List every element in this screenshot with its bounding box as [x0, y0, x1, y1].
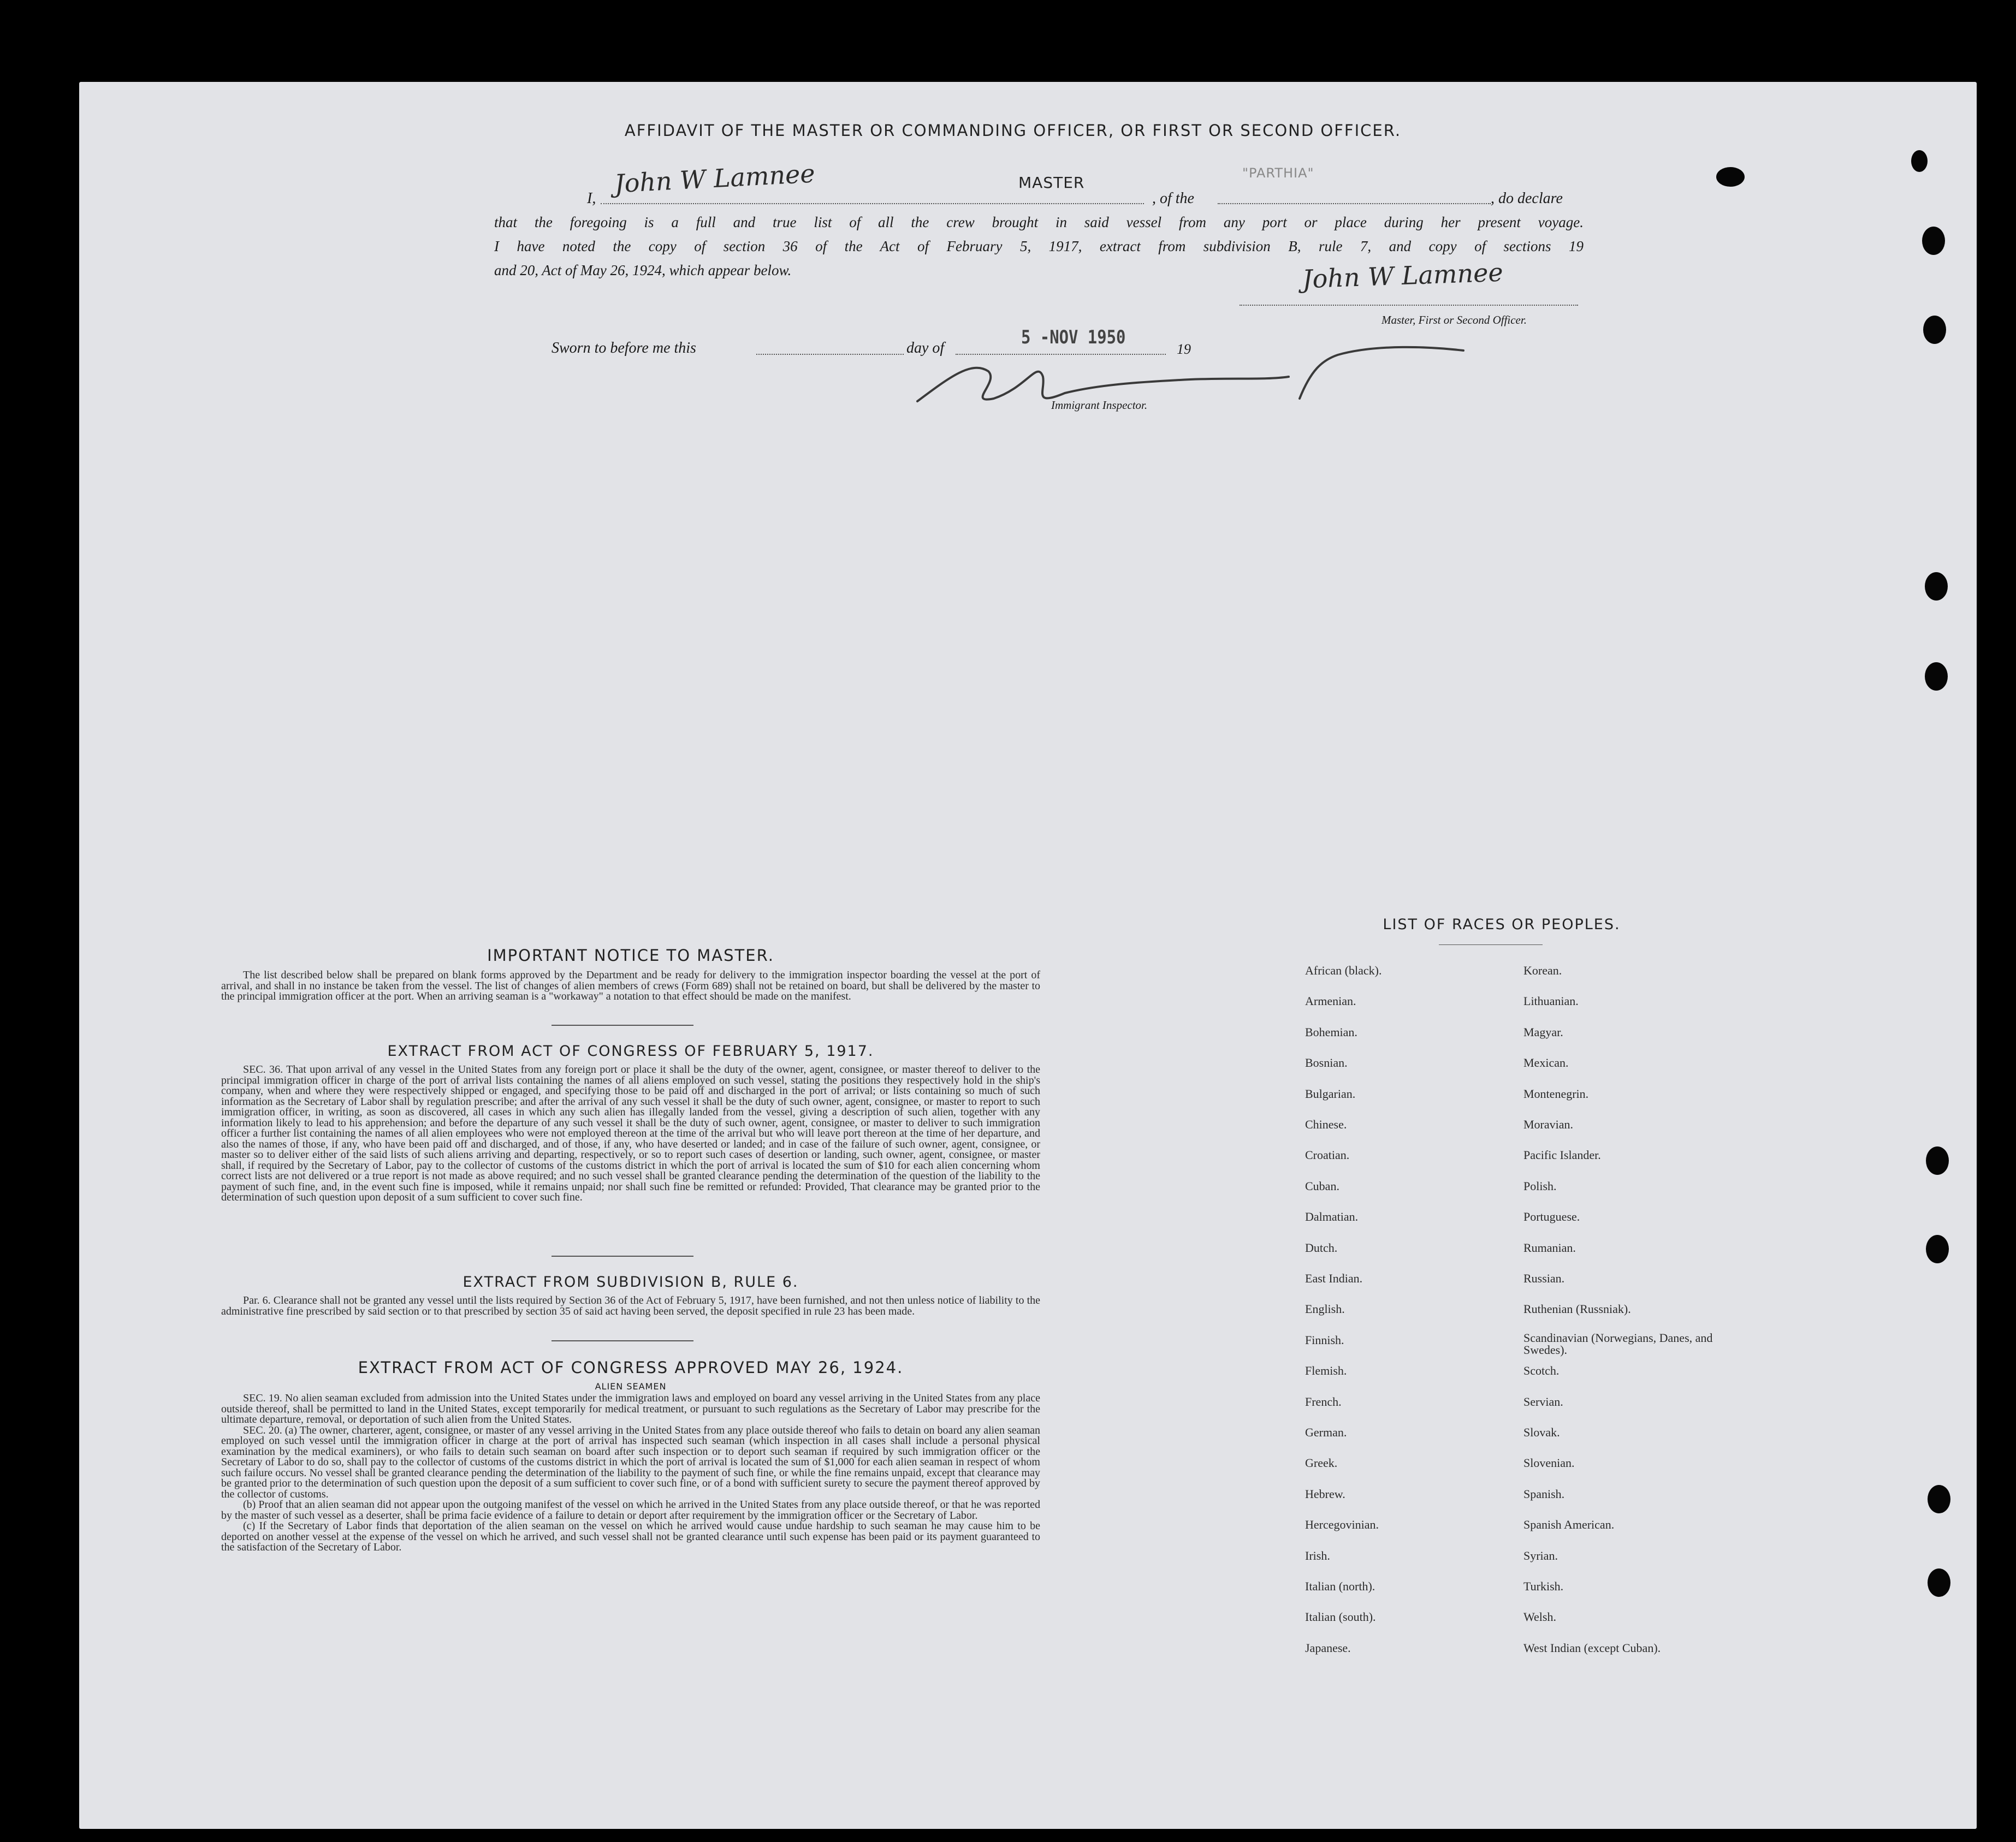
- punch-hole: [1922, 227, 1945, 255]
- vessel-name-line: [1218, 203, 1491, 204]
- race-item: Japanese.: [1305, 1641, 1351, 1655]
- year-label: 19: [1177, 341, 1191, 357]
- race-item: English.: [1305, 1302, 1345, 1316]
- race-item: Mexican.: [1523, 1056, 1569, 1070]
- race-item: Polish.: [1523, 1179, 1557, 1193]
- divider: [552, 1025, 693, 1026]
- race-item: Chinese.: [1305, 1118, 1347, 1131]
- vessel-name: "PARTHIA": [1242, 165, 1314, 181]
- race-item: Russian.: [1523, 1271, 1565, 1285]
- alien-seamen-subtitle: ALIEN SEAMEN: [595, 1381, 667, 1392]
- divider: [552, 1340, 693, 1341]
- race-item: Finnish.: [1305, 1333, 1344, 1347]
- extract-1917-title: EXTRACT FROM ACT OF CONGRESS OF FEBRUARY 5, 1917.: [387, 1043, 874, 1060]
- extract-1924-body: [221, 1393, 1040, 1553]
- race-item: East Indian.: [1305, 1271, 1363, 1285]
- affidavit-i-label: I,: [587, 190, 596, 207]
- race-item: Dalmatian.: [1305, 1210, 1359, 1224]
- affidavit-line-1: that the foregoing is a full and true list of all the crew brought in said vessel from any port or place during her present voyage.: [494, 214, 1584, 230]
- race-item: Spanish American.: [1523, 1518, 1615, 1532]
- day-of-label: day of: [906, 340, 945, 356]
- subdivision-title: EXTRACT FROM SUBDIVISION B, RULE 6.: [463, 1274, 799, 1291]
- master-name-line: [601, 203, 1144, 204]
- punch-hole: [1928, 1568, 1950, 1597]
- subdivision-body: [221, 1296, 1040, 1317]
- race-item: Korean.: [1523, 964, 1562, 977]
- punch-hole: [1923, 316, 1946, 344]
- race-item: Spanish.: [1523, 1487, 1565, 1501]
- affidavit-title: AFFIDAVIT OF THE MASTER OR COMMANDING OFFICER, OR FIRST OR SECOND OFFICER.: [624, 121, 1402, 140]
- race-item: Magyar.: [1523, 1025, 1563, 1039]
- punch-hole: [1911, 150, 1928, 172]
- race-item: Ruthenian (Russniak).: [1523, 1302, 1631, 1316]
- race-item: African (black).: [1305, 964, 1382, 977]
- section-36-paragraph: SEC. 36. That upon arrival of any vessel in the United States from any foreign port or place it shall be the duty of the owner, agent, consignee, or master thereof to deliver to the principal immigration officer in charge of the port of arrival lists containing the names of all aliens employed on such vessel, stating the positions they respectively hold in the ship's company, when and where they were respectively shipped or engaged, and specifying those to be paid off and discharged in the port of arrival; or lists containing so much of such information as the Secretary of Labor shall by regulation prescribe; and after the arrival of any such vessel it shall be the duty of such owner, agent, consignee, or master to report to such immigration officer, in writing, as soon as discovered, all cases in which any such alien has illegally landed from the vessel, giving a description of such alien, together with any information likely to lead to his apprehension; and before the departure of any such vessel it shall be the duty of such owner, agent, consignee, or master to deliver to such immigration officer a further list containing the names of all alien employees who were not employed thereon at the time of the arrival but who will leave port thereon at the time of her departure, and also the names of those, if any, who have been paid off and discharged, and of those, if any, who have deserted or landed; and in case of the failure of such owner, agent, consignee, or master so to deliver either of the said lists of such aliens arriving and departing, respectively, or so to report such cases of desertion or landing, such owner, agent, consignee, or master shall, if required by the Secretary of Labor, pay to the collector of customs of the customs district in which the port of arrival is located the sum of $10 for each alien concerning whom correct lists are not delivered or a true report is not made as above required; and no such vessel shall be granted clearance pending the determination of the question of the liability to the payment of such fine, and, in the event such fine is imposed, while it remains unpaid; nor shall such fine be remitted or refunded: Provided, That clearance may be granted prior to the determination of such question upon deposit of a sum sufficient to cover such fine.: [221, 1063, 1040, 1203]
- date-stamp: 5 -NOV 1950: [1021, 326, 1126, 348]
- inspector-caption: Immigrant Inspector.: [1051, 399, 1148, 412]
- section-20b-paragraph: (b) Proof that an alien seaman did not appear upon the outgoing manifest of the vessel on which he arrived in the United States from any place outside thereof, or that he was reported by the master of such vessel as a deserter, shall be prima facie evidence of a failure to detain or deport after requirement by the immigration officer or the Secretary of Labor.: [221, 1499, 1040, 1522]
- divider: [552, 1256, 693, 1257]
- race-item: Croatian.: [1305, 1148, 1350, 1162]
- race-item: Irish.: [1305, 1548, 1330, 1562]
- race-item: Scandinavian (Norwegians, Danes, and Swedes).: [1523, 1330, 1713, 1357]
- race-item: Servian.: [1523, 1394, 1563, 1409]
- race-item: Moravian.: [1523, 1118, 1574, 1131]
- notice-body: [221, 970, 1040, 1002]
- race-item: Welsh.: [1523, 1610, 1556, 1624]
- race-item: Hercegovinian.: [1305, 1518, 1379, 1532]
- sworn-label: Sworn to before me this: [552, 340, 696, 356]
- race-item: Cuban.: [1305, 1179, 1339, 1193]
- divider: [1439, 944, 1543, 945]
- punch-hole: [1928, 1485, 1950, 1513]
- race-item: Montenegrin.: [1523, 1086, 1589, 1101]
- section-20c-paragraph: (c) If the Secretary of Labor finds that deportation of the alien seaman on the vessel on which he arrived would cause undue hardship to such seaman he may cause him to be deported on another vessel at the expense of the vessel on which he arrived, and such vessel shall not be granted clearance until such expense has been paid or its payment guaranteed to the satisfaction of the Secretary of Labor.: [221, 1520, 1040, 1553]
- race-item: Italian (south).: [1305, 1610, 1376, 1624]
- punch-hole: [1926, 1235, 1949, 1263]
- rule-6-paragraph: Par. 6. Clearance shall not be granted any vessel until the lists required by Section 36 of the Act of February 5, 1917, have been furnished, and not then unless notice of liability to the administrative fine prescribed by said section or to that prescribed by section 35 of said act having been served, the deposit specified in rule 23 has been made.: [221, 1294, 1040, 1317]
- section-20a-paragraph: SEC. 20. (a) The owner, charterer, agent, consignee, or master of any vessel arriving in the United States from any place outside thereof who fails to detain on board any alien seaman employed on such vessel until the immigration officer in charge at the port of arrival has inspected such seaman (which inspection in all cases shall include a personal physical examination by the medical examiners), or who fails to detain such seaman on board after such inspection or to deport such seaman if required by such immigration officer or the Secretary of Labor to do so, shall pay to the collector of customs of the customs district in which the port of arrival is located the sum of $1,000 for each alien seaman in respect of whom such failure occurs. No vessel shall be granted clearance pending the determination of the liability to the payment of such fine, or while the fine remains unpaid, except that clearance may be granted prior to the determination of such question upon the deposit of a sum sufficient to cover such fine, or of a bond with sufficient surety to secure the payment thereof approved by the collector of customs.: [221, 1424, 1040, 1500]
- race-item: West Indian (except Cuban).: [1523, 1641, 1661, 1655]
- race-item: Dutch.: [1305, 1240, 1338, 1255]
- notice-title: IMPORTANT NOTICE TO MASTER.: [487, 946, 774, 965]
- extract-1917-body: [221, 1065, 1040, 1203]
- race-item: Bulgarian.: [1305, 1086, 1356, 1101]
- master-signature: John W Lamnee: [613, 158, 816, 199]
- race-item: Greek.: [1305, 1456, 1338, 1470]
- punch-hole: [1925, 572, 1948, 601]
- punch-hole: [1926, 1146, 1949, 1175]
- race-item: Armenian.: [1305, 994, 1356, 1008]
- race-item: Syrian.: [1523, 1548, 1558, 1562]
- race-item: Portuguese.: [1523, 1210, 1580, 1224]
- race-item: Slovak.: [1523, 1425, 1560, 1439]
- race-item: Bosnian.: [1305, 1056, 1348, 1070]
- affidavit-line-2: I have noted the copy of section 36 of the Act of February 5, 1917, extract from subdivision B, rule 7, and copy of sections 19: [494, 238, 1584, 254]
- race-item: French.: [1305, 1394, 1342, 1409]
- race-item: Italian (north).: [1305, 1579, 1375, 1593]
- race-item: Bohemian.: [1305, 1025, 1357, 1039]
- race-item: Hebrew.: [1305, 1487, 1345, 1501]
- race-item: Slovenian.: [1523, 1456, 1575, 1470]
- affidavit-line-3: and 20, Act of May 26, 1924, which appear below.: [494, 262, 792, 278]
- race-item: Scotch.: [1523, 1364, 1560, 1378]
- of-the-label: , of the: [1152, 190, 1194, 207]
- master-rank: MASTER: [1018, 174, 1085, 192]
- punch-hole: [1925, 662, 1948, 691]
- master-caption: Master, First or Second Officer.: [1381, 313, 1527, 326]
- master-signature-2: John W Lamnee: [1302, 257, 1504, 294]
- notice-paragraph: The list described below shall be prepared on blank forms approved by the Department and be ready for delivery to the immigration inspector boarding the vessel at the port of arrival, and shall in no instance be taken from the vessel. The list of changes of alien members of crews (Form 689) shall not be retained on board, but shall be delivered by the master to the principal immigration officer at the port. When an arriving seaman is a "workaway" a notation to that effect should be made on the manifest.: [221, 969, 1040, 1002]
- race-item: Flemish.: [1305, 1364, 1347, 1378]
- race-item: Pacific Islander.: [1523, 1148, 1601, 1162]
- master-signature-line: [1240, 305, 1578, 306]
- do-declare-label: , do declare: [1491, 190, 1563, 207]
- punch-hole: [1716, 167, 1745, 187]
- race-item: Lithuanian.: [1523, 994, 1579, 1008]
- extract-1924-title: EXTRACT FROM ACT OF CONGRESS APPROVED MAY 26, 1924.: [358, 1358, 904, 1377]
- sworn-day-line: [756, 354, 904, 355]
- race-item: German.: [1305, 1425, 1347, 1439]
- section-19-paragraph: SEC. 19. No alien seaman excluded from admission into the United States under the immigration laws and employed on board any vessel arriving in the United States from any place outside thereof, shall be permitted to land in the United States, except temporarily for medical treatment, or pursuant to such regulations as the Secretary of Labor may prescribe for the ultimate departure, removal, or deportation of such alien from the United States.: [221, 1392, 1040, 1425]
- races-title: LIST OF RACES OR PEOPLES.: [1383, 916, 1621, 933]
- race-item: Turkish.: [1523, 1579, 1564, 1593]
- race-item: Rumanian.: [1523, 1240, 1576, 1255]
